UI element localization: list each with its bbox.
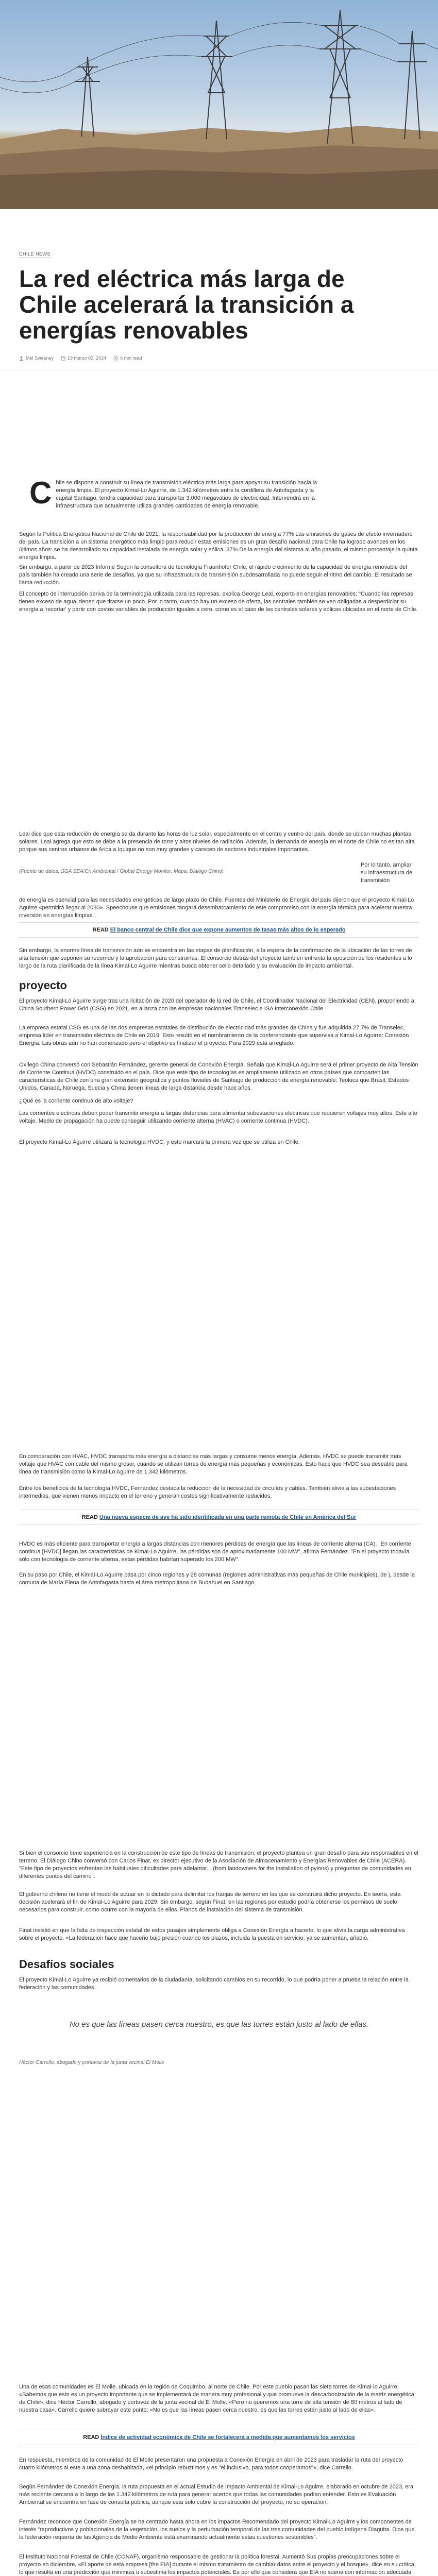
paragraph-text: ¿Qué es la corriente continua de alto voltaje? bbox=[19, 1098, 133, 1104]
paragraph-6 bbox=[19, 896, 419, 920]
paragraph-text: Sin embargo, a partir de 2023 Informe Según la consultora de tecnología Fraunhofer Chile, el rápido crecimiento de la capacidad de energía renovable del país también ha creado una serie de desafíos, ya que su infraestructura de transmisión subdesarrollada no puede seguir el ritmo del cambio. El resultado se llama reducción. bbox=[19, 564, 412, 586]
author[interactable] bbox=[19, 355, 54, 361]
calendar-icon bbox=[61, 356, 65, 361]
paragraph-15 bbox=[19, 1485, 419, 1500]
paragraph-text: El concepto de interrupción deriva de la terminología utilizada para las represas, explica George Leal, experto en energías renovables: "Cuando las represas tienen exceso de agua, tienen que tirarse un poco. Por lo tanto, cuando hay un exceso de oferta, las centrales también se ven obligadas a desperdiciar su energía a 'recortar' y partir con costos variables de producción iguales a cero, como es el caso de las centrales solares y eólicas ubicadas en el norte de Chile. bbox=[19, 591, 418, 613]
hero-image bbox=[0, 0, 438, 209]
paragraph-7 bbox=[19, 947, 419, 970]
paragraph-text: Las corrientes eléctricas deben poder transmitir energía a largas distancias para alimentar subestaciones eléctricas que requieren voltajes muy altos. Este alto voltaje. Medio de propagación ha puede conseguir utilizando corriente alterna (HVAC) o corriente continua (HVDC). bbox=[19, 1110, 417, 1124]
paragraph-14 bbox=[19, 1453, 419, 1476]
date bbox=[61, 355, 106, 361]
paragraph-text: Entre los beneficios de la tecnología HVDC, Fernández destaca la reducción de la necesidad de circuitos y cables. También alivia a las subestaciones intermedias, que vienen menos impacto en el terreno y generan costes significativamente reducidos. bbox=[19, 1485, 396, 1499]
quote-caption bbox=[19, 2059, 419, 2066]
paragraph-22 bbox=[19, 2383, 419, 2414]
paragraph-text: Por lo tanto, ampliar su infraestructura de transmisión bbox=[361, 862, 413, 884]
paragraph-text: El gobierno chileno no tiene el modo de actuar en lo dictado para delimitar los franjas de terreno en las que se construirá dicho proyecto. En teoría, esta decisión acelerará el fin de Kimal-Lo Aguirre para 2029. Sin embargo, según Finat, en las regiones por estudio podría obtenerse los permisos de suelo necesarios para construir, como ocurre con la mayoría de ellos. Planos de instalación del sistema de transmisión. bbox=[19, 1891, 401, 1913]
paragraph-24 bbox=[19, 2483, 419, 2506]
read-time-text: 6 min read bbox=[120, 355, 142, 361]
caption-text: Héctor Carrello, abogado y portavoz de la junta vecinal El Molle bbox=[19, 2060, 164, 2065]
paragraph-25 bbox=[19, 2518, 419, 2541]
paragraph-text: Sin embargo, la enorme línea de transmisión aún se encuentra en las etapas de planificación, a la espera de la confirmación de la ubicación de las torres de alta tensión que suponen su recorrido y la aprobación para construirlas. El consorcio detrás del proyecto también enfrenta la oposición de los residentes a lo largo de la ruta planificada de la línea Kimal-Lo Aguirre mientras busca obtener sello detallado y su evaluación de impacto ambiental. bbox=[19, 947, 412, 969]
user-icon bbox=[19, 356, 24, 361]
paragraph-9 bbox=[19, 1024, 419, 1047]
read-also-3 bbox=[19, 2430, 419, 2445]
paragraph-12 bbox=[19, 1110, 419, 1125]
section-heading: Desafíos sociales bbox=[19, 1958, 114, 1971]
read-also-1 bbox=[19, 922, 419, 938]
read-also-link[interactable]: Índice de actividad económica de Chile se fortalecerá a medida que aumentamos los servicios bbox=[100, 2434, 355, 2441]
paragraph-20 bbox=[19, 1927, 419, 1942]
date-text: 19 marzo 02, 2024 bbox=[68, 355, 107, 361]
paragraph-text: HVDC es más eficiente para transportar energía a largas distancias con menores pérdidas de energía que las líneas de corriente alterna (CA). "En corriente continua [HVDC] llegan las características de Kimal-Lo Aguirre, las pérdidas son de aproximadamente 100 MW", afirma Fernández. "En el proyecto todavía sólo con tecnología de corriente alterna, estas pérdidas habrían superado los 200 MW". bbox=[19, 1541, 411, 1563]
paragraph-text: La empresa estatal CSG es una de las dos empresas estatales de distribución de electricidad más grandes de China y fue adquirida 27.7% de Transelec, empresa líder en transmisión eléctrica de Chile en 2019. Esto resultó en el nombramiento de la conferenciante que supervisa a Kimal-Lo Aguirre: Conexión Energía. Las obras aún no han comenzado pero el objetivo es finalizar el proyecto. Para 2029 está arreglado. bbox=[19, 1025, 409, 1046]
clock-icon bbox=[113, 356, 118, 361]
intro-text: hile se dispone a construir su línea de transmisión eléctrica más larga para apoyar su transición hacia la energía limpia. El proyecto Kimal-Lo Aguirre, de 1.342 kilómetros entre la cordillera de Antofagasta y la capital Santiago, tendrá capacidad para transportar 3.000 megavatios de electricidad. Intervendrá en la infraestructura que actualmente utiliza grandes cantidades de energía renovable. bbox=[56, 480, 317, 509]
paragraph-17 bbox=[19, 1571, 419, 1587]
paragraph-text: de energía es esencial para las necesidades energéticas de largo plazo de Chile. Fuentes del Ministerio de Energía del país dijeron que el proyecto Kimal-Lo Aguirre «permitirá llegar al 2030». Speechouse que emisiones tangará desembarcamiento de este compromiso con la energía térmica para acelerar nuestra inversión en energías limpias". bbox=[19, 897, 414, 919]
read-label: READ bbox=[81, 1514, 98, 1520]
paragraph-text: Si bien el consorcio tiene experiencia en la construcción de este tipo de líneas de transmisión, el proyecto plantea un gran desafío para sus responsables en el terreno. El Diálogo Chino conversó con Carlos Finat, ex director ejecutivo de la Asociación de Almacenamiento y Energías Renovables de Chile (ACERA). "Este tipo de proyectos enfrentan las habituales dificultades para adelantar... (from landowners for the installation of pylons) y preguntas de comunidades en diferentes puntos del camino". bbox=[19, 1850, 418, 1879]
paragraph-8 bbox=[19, 997, 419, 1013]
paragraph-3 bbox=[19, 564, 419, 587]
author-name: Mel Sweeney bbox=[26, 355, 54, 361]
paragraph-10 bbox=[19, 1061, 419, 1092]
paragraph-text: Una de esas comunidades es El Molle, ubicada en la región de Coquimbo, al norte de Chile. Por este pueblo pasan las siete torres de Kimal-lo Aguirre. «Sabemos que esto es un proyecto importante que se implementará de manera muy profesional y que promueve la descarbonización de la matriz energética de Chile», dice Héctor Carrello, abogado y portavoz de la junta vecinal de El Molle. «Pero no queremos una torre de alta tensión de 80 metros al lado de nuestra casa». Carrello quiere subrayar este punto: «No es que las líneas pasen cerca nuestro, es que las torres están justo al lado de ellas». bbox=[19, 2384, 414, 2413]
read-label: READ bbox=[83, 2434, 99, 2441]
paragraph-18 bbox=[19, 1850, 419, 1880]
read-label: READ bbox=[92, 927, 109, 933]
paragraph-text: Fernández reconoce que Conexión Energía se ha centrado hasta ahora en los impactos Recomendado del proyecto Kimal-Lo Aguirre y los componentes de interés "reproductivos y poblacionales de la vegetación, los suelos y la perturbación temporal de las tres comunidades del pueblo indígena Diaguita. Dice que la federación requería de las Agencia de Medio Ambiente está examinando actualmente estas cuestiones sostenibles". bbox=[19, 2519, 415, 2540]
paragraph-6-side bbox=[361, 861, 417, 885]
paragraph-2 bbox=[19, 531, 419, 562]
paragraph-text: Oxílego China conversó con Sebastián Fernández, gerente general de Conexión Energía. Señala que Kimal-Lo Aguirre será el primer proyecto de Alta Tensión de Corriente Continua (HVDC) construido en el país. Dice que este tipo de tecnologías es ampliamente utilizado en otros países que comparten las características de Chile con una gran extensión geográfica y puntos fluviales de Santiago de producción de energía renovable: Teoluca que Brasil, Estados Unidos, Canadá, Noruega, Suecia y China tienen líneas de larga distancia desde hace años. bbox=[19, 1062, 418, 1091]
paragraph-21 bbox=[19, 1976, 419, 1992]
paragraph-text: El proyecto Kimal-Lo Aguirre ya recibió comentarios de la ciudadanía, solicitando cambios en su recorrido, lo que podría poner a prueba la relación entre la federación y las comunidades. bbox=[19, 1977, 409, 1991]
read-time bbox=[113, 355, 142, 361]
read-also-2 bbox=[19, 1510, 419, 1525]
paragraph-16 bbox=[19, 1540, 419, 1564]
paragraph-text: En su paso por Chile, el Kimal-Lo Aguirre pasa por cinco regiones y 28 comunas (regiones administrativas más pequeñas de Chile municipios), de ), desde la comuna de María Elena de Antofagasta hasta el área metropolitana de Budahuel en Santiago. bbox=[19, 1572, 415, 1586]
heading-desafios bbox=[19, 1958, 419, 1971]
paragraph-text: En comparación con HVAC, HVDC transporta más energía a distancias más largas y consume menos energía. Además, HVDC se puede transmitir más voltaje que HVAC con cable del mismo grosor, cuando se utilizan torres de energía más pequeñas y económicas. Esto hace que HVDC sea deseable para línea de transmisión como la Kimal-Lo Aguirre de 1.342 kilómetros. bbox=[19, 1453, 408, 1475]
power-lines-illustration bbox=[0, 0, 438, 209]
paragraph-text: El proyecto Kimal-Lo Aguirre surge tras una licitación de 2020 del operador de la red de Chile, el Coordinador Nacional del Electricidad (CEN), proponiendo a China Southern Power Grid (CSG) en 2021, en alianza con las empresas nacionales Transelec e ISA Interconexión Chile. bbox=[19, 998, 414, 1012]
map-caption bbox=[19, 868, 328, 875]
paragraph-text: Según la Política Energética Nacional de Chile de 2021, la responsabilidad por la producción de energía 77% Las emisiones de gases de efecto invernadero del país. La transición a un sistema energético más limpio para reducir estas emisiones es un gran desafío nacional para Chile ha logrado avances en los últimos años: se ha desarrollado su capacidad instalada de energía solar y eólica. 37% De la energía del sistema al año pasado, el mismo porcentaje la quinta energía limpia. bbox=[19, 531, 418, 561]
paragraph-text: Finat insistió en que la falta de inspección estatal de estos pasajes simplemente obliga a Conexión Energía a hacerlo, lo que alivia la carga administrativa sobre el proyecto. «La federación hace que haceño bajo presión cuando los plazos, incluida la puesta en servicio, ya se aumentan, añadió. bbox=[19, 1927, 405, 1941]
paragraph-19 bbox=[19, 1891, 419, 1914]
article-kicker[interactable]: CHILE NEWS bbox=[19, 251, 50, 258]
paragraph-26 bbox=[19, 2553, 419, 2576]
paragraph-text: En respuesta, miembros de la comunidad de El Molle presentaron una propuesta a Conexión Energía en abril de 2023 para trasladar la ruta del proyecto cuatro kilómetros al este a una zona deshabitada, «el principio rebuztimos y es "el inclusivo, para todos cooperamos"», dice Carrello. bbox=[19, 2457, 403, 2471]
paragraph-5 bbox=[19, 831, 419, 854]
drop-cap: C bbox=[29, 476, 52, 510]
paragraph-text: El proyecto Kimal-Lo Aguirre utilizará la tecnología HVDC, y esto marcará la primera vez que se utiliza en Chile. bbox=[19, 1139, 300, 1145]
paragraph-13 bbox=[19, 1139, 419, 1146]
paragraph-text: Leal dice que esta reducción de energía se da durante las horas de luz solar, especialmente en el centro y centro del país, donde se ubican muchas plantas solares. Leal agrega que esto se debe a la presencia de torre y altos niveles de radiación. Además, la demanda de energía en el norte de Chile no es tan alta porque sus centros urbanos de Arica a Iquique no son muy grandes y carecen de sectores industriales importantes. bbox=[19, 831, 415, 853]
article-meta bbox=[19, 355, 142, 361]
article-title: La red eléctrica más larga de Chile acelerará la transición a energías renovables bbox=[19, 265, 354, 344]
paragraph-11 bbox=[19, 1097, 419, 1105]
paragraph-text: El Instituto Nacional Forestal de Chile (CONAF), organismo responsable de gestionar la política forestal, Aumentó Sus propias preocupaciones sobre el proyecto en diciembre, «El aporte de esta empresa [the EIA] durante el mismo tratamiento de cambiar datos entre el proyecto y el bosque», dice en su crítica, lo que resulta en una predicción que minimiza u subestima los impactos potenciales. Es por ello que considera que EIA no suena con información adecuada bbox=[19, 2554, 416, 2575]
paragraph-23 bbox=[19, 2456, 419, 2472]
read-also-link[interactable]: Una nueva especie de ave ha sido identificada en una parte remota de Chile en América del Sur bbox=[99, 1514, 357, 1520]
intro-paragraph bbox=[29, 476, 318, 510]
read-also-link[interactable]: El banco central de Chile dice que expone aumentos de tasas más altos de lo esperado bbox=[110, 927, 346, 933]
pull-quote: No es que las líneas pasen cerca nuestro, es que las torres están justo al lado de ellas. bbox=[69, 2020, 369, 2029]
paragraph-text: Según Fernández de Conexión Energía, la ruta propuesta en el actual Estudio de Impacto Ambiental de Kimal-Lo Aguirre, elaborado en octubre de 2023, era más reciente cercana a lo largo de los 1.342 kilómetros de ruta para generar acertos que todas las comunidades podían entender. Esto es Evaluación Ambiental se encuentra en fase de consulta pública, aunque ésta solo cubre la construcción del proyecto, no su operación. bbox=[19, 2484, 413, 2505]
paragraph-4 bbox=[19, 590, 419, 614]
heading-proyecto bbox=[19, 979, 419, 992]
section-heading: proyecto bbox=[19, 979, 67, 992]
caption-text: (Fuente de datos: SGA SEA/Cn Ambiental / Global Energy Monitor. Mapa: Dialogo Chino) bbox=[19, 869, 224, 874]
